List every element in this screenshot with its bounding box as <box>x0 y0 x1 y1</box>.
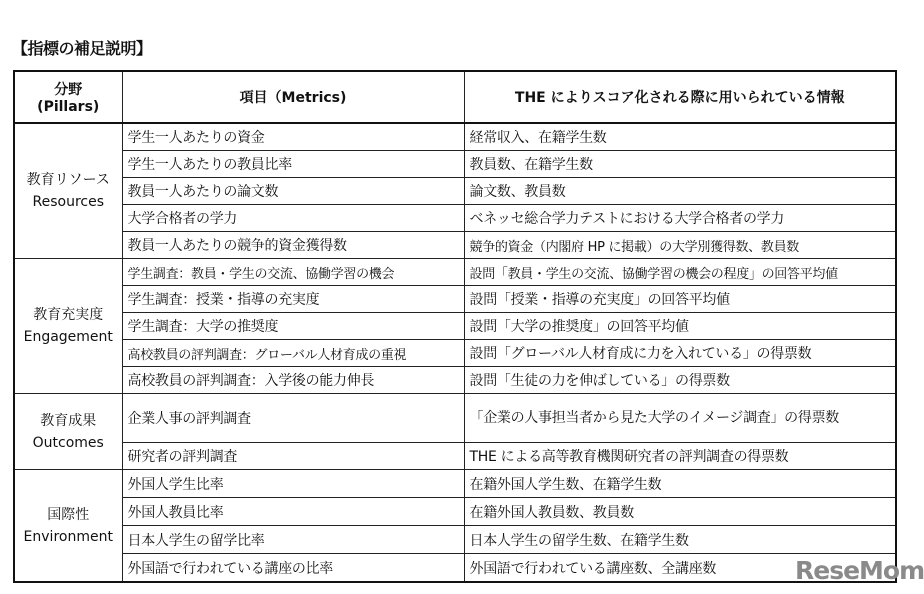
metric-cell: 外国人教員比率 <box>122 498 464 526</box>
metric-cell: 日本人学生の留学比率 <box>122 526 464 554</box>
info-cell: 設問「グローバル人材育成に力を入れている」の得票数 <box>464 340 896 367</box>
info-cell: 外国語で行われている講座数、全講座数 <box>464 554 896 583</box>
info-cell: THE による高等教育機関研究者の評判調査の得票数 <box>464 443 896 470</box>
table-header-row <box>14 71 896 123</box>
metric-cell: 企業人事の評判調査 <box>122 394 464 443</box>
info-cell: 競争的資金（内閣府 HP に掲載）の大学別獲得数、教員数 <box>464 232 896 259</box>
metrics-table <box>13 70 897 583</box>
metric-cell: 学生一人あたりの資金 <box>122 123 464 151</box>
table-row <box>14 178 896 205</box>
info-cell: 「企業の人事担当者から見た大学のイメージ調査」の得票数 <box>464 394 896 443</box>
metric-cell: 学生調査：大学の推奨度 <box>122 313 464 340</box>
table-row <box>14 313 896 340</box>
metric-cell: 教員一人あたりの論文数 <box>122 178 464 205</box>
header-pillar <box>14 71 122 123</box>
info-cell: 設問「教員・学生の交流、協働学習の機会の程度」の回答平均値 <box>464 259 896 286</box>
info-cell: 設問「生徒の力を伸ばしている」の得票数 <box>464 367 896 394</box>
metric-cell: 学生調査：授業・指導の充実度 <box>122 286 464 313</box>
table-row <box>14 151 896 178</box>
pillar-cell <box>14 394 122 470</box>
info-cell: 在籍外国人学生数、在籍学生数 <box>464 470 896 498</box>
pillar-cell <box>14 470 122 583</box>
header-pillar-en: (Pillars) <box>37 99 100 115</box>
metric-cell: 教員一人あたりの競争的資金獲得数 <box>122 232 464 259</box>
info-cell: ベネッセ総合学力テストにおける大学合格者の学力 <box>464 205 896 232</box>
metric-cell: 大学合格者の学力 <box>122 205 464 232</box>
table-row <box>14 367 896 394</box>
table-row <box>14 526 896 554</box>
pillar-en: Resources <box>32 194 104 210</box>
info-cell: 論文数、教員数 <box>464 178 896 205</box>
table-row <box>14 470 896 498</box>
pillar-ja: 教育成果 <box>40 412 97 429</box>
metric-cell: 研究者の評判調査 <box>122 443 464 470</box>
pillar-cell <box>14 259 122 394</box>
metric-cell: 高校教員の評判調査：入学後の能力伸長 <box>122 367 464 394</box>
header-metric: 項目（Metrics) <box>122 71 464 123</box>
metric-cell: 高校教員の評判調査：グローバル人材育成の重視 <box>122 340 464 367</box>
table-row <box>14 340 896 367</box>
pillar-en: Engagement <box>23 329 113 345</box>
table-row <box>14 286 896 313</box>
metric-cell: 外国人学生比率 <box>122 470 464 498</box>
table-row <box>14 554 896 583</box>
metric-cell: 外国語で行われている講座の比率 <box>122 554 464 583</box>
table-row <box>14 123 896 151</box>
header-info: THE によりスコア化される際に用いられている情報 <box>464 71 896 123</box>
info-cell: 教員数、在籍学生数 <box>464 151 896 178</box>
table-row <box>14 232 896 259</box>
metric-cell: 学生一人あたりの教員比率 <box>122 151 464 178</box>
table-row <box>14 443 896 470</box>
header-pillar-ja: 分野 <box>54 82 83 98</box>
pillar-en: Outcomes <box>32 434 104 451</box>
table-row <box>14 394 896 443</box>
pillar-cell <box>14 123 122 259</box>
table-row <box>14 259 896 286</box>
resemom-logo: ReseMom <box>795 556 924 585</box>
pillar-en: Environment <box>23 528 113 545</box>
info-cell: 経常収入、在籍学生数 <box>464 123 896 151</box>
info-cell: 在籍外国人教員数、教員数 <box>464 498 896 526</box>
info-cell: 設問「大学の推奨度」の回答平均値 <box>464 313 896 340</box>
info-cell: 日本人学生の留学生数、在籍学生数 <box>464 526 896 554</box>
metric-cell: 学生調査：教員・学生の交流、協働学習の機会 <box>122 259 464 286</box>
table-row <box>14 205 896 232</box>
info-cell: 設問「授業・指導の充実度」の回答平均値 <box>464 286 896 313</box>
document-title: 【指標の補足説明】 <box>12 39 152 58</box>
pillar-ja: 教育充実度 <box>33 307 104 323</box>
pillar-ja: 教育リソース <box>26 172 110 188</box>
pillar-ja: 国際性 <box>47 506 90 523</box>
table-row <box>14 498 896 526</box>
